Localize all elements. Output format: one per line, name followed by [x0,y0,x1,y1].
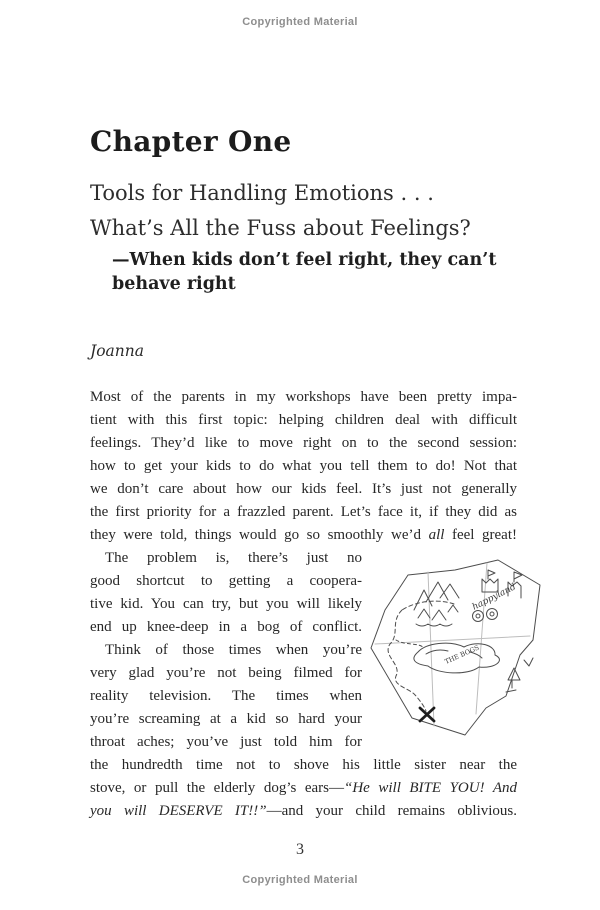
chapter-subtitle-line1: Tools for Handling Emotions . . . [90,181,434,205]
body-line [90,800,517,823]
body-line [90,570,362,593]
chapter-epigraph-line1: —When kids don’t feel right, they can’t [112,250,497,270]
body-text-segment: the first priority for a frazzled parent. Let’s face it, if they did as [90,504,517,520]
body-line [90,501,517,524]
body-line [90,432,517,455]
treasure-map-illustration [366,548,544,748]
body-text-segment: tive kid. You can try, but you will likely [90,596,362,612]
body-line [90,478,517,501]
chapter-epigraph-line2: behave right [112,274,236,294]
treasure-map-sketch [366,548,544,748]
bird-doodle [524,658,533,666]
chapter-epigraph [112,248,502,296]
body-line [90,616,362,639]
body-text-segment: reality television. The times when [90,688,362,704]
body-line [90,777,517,800]
body-text-segment: Most of the parents in my workshops have been pretty impa- [90,389,517,405]
body-text-segment: the hundredth time not to shove his little sister near the [90,757,517,773]
copyright-notice-bottom: Copyrighted Material [242,874,358,886]
body-line [90,547,362,570]
body-line [90,731,362,754]
chapter-subtitle [90,176,471,246]
body-text-segment: feelings. They’d like to move right on to the second session: [90,435,517,451]
body-line [90,662,362,685]
body-text-segment: stove, or pull the elderly dog’s ears— [90,780,344,796]
body-text-italic-segment: “He will BITE YOU! And [344,780,517,796]
body-line [90,524,517,547]
section-author: Joanna [90,342,144,360]
body-line [90,409,517,432]
body-text-segment: they were told, things would go so smoothly we’d [90,527,429,543]
body-text-segment: you’re screaming at a kid so hard your [90,711,362,727]
page-number: 3 [296,841,304,858]
body-text-segment: end up knee-deep in a bog of conflict. [90,619,362,635]
body-text-segment: throat aches; you’ve just told him for [90,734,362,750]
bog-label: THE BOGS [443,643,481,666]
body-text-italic-segment: all [428,527,445,543]
body-line [90,455,517,478]
body-text-segment: how to get your kids to do what you tell them to do! Not that [90,458,517,474]
body-text-segment: —and your child remains oblivious. [266,803,517,819]
chapter-title: Chapter One [90,125,292,158]
castle-label: happyland [470,582,518,613]
chapter-subtitle-line2: What’s All the Fuss about Feelings? [90,216,471,240]
body-text-segment: The problem is, there’s just no [105,550,362,566]
body-text-segment: very glad you’re not being filmed for [90,665,362,681]
body-text-italic-segment: you will DESERVE IT!!” [90,803,267,819]
body-line [90,639,362,662]
body-text-segment: we don’t care about how our kids feel. It’s just not generally [90,481,517,497]
body-line [90,386,517,409]
body-line [90,708,362,731]
body-text-segment: good shortcut to getting a coopera- [90,573,362,589]
body-text-segment: tient with this first topic: helping children deal with difficult [90,412,517,428]
body-line [90,685,362,708]
body-line [90,754,517,777]
body-text-segment: Think of those times when you’re [105,642,362,658]
body-text-segment: feel great! [444,527,518,543]
body-line [90,593,362,616]
copyright-notice-top: Copyrighted Material [242,16,358,28]
